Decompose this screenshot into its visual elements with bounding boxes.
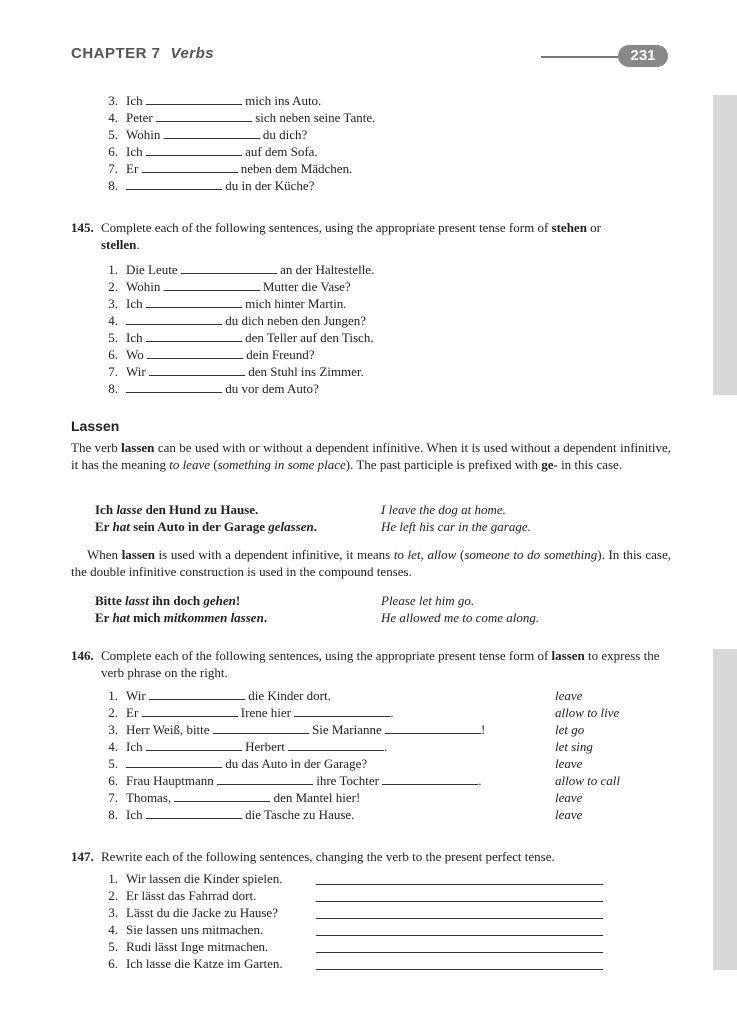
item-number: 4.: [108, 922, 118, 937]
list-item: Ich lasse die Katze im Garten.: [126, 956, 283, 971]
answer-blank[interactable]: [126, 381, 222, 393]
exercise-number: 146.: [71, 648, 94, 663]
item-number: 3.: [108, 93, 118, 108]
answer-blank[interactable]: [126, 313, 222, 325]
instruction-text: Rewrite each of the following sentences, changing the verb to the present perfect tense.: [101, 849, 555, 864]
answer-blank[interactable]: [149, 688, 245, 700]
exercise-146-instructions: [71, 647, 671, 681]
item-text: Thomas,: [126, 790, 172, 805]
answer-line[interactable]: [316, 935, 603, 936]
keyword: lassen: [551, 648, 585, 663]
item-number: 5.: [108, 939, 118, 954]
list-item: [126, 790, 360, 806]
item-number: 4.: [108, 110, 118, 125]
answer-blank[interactable]: [217, 773, 313, 785]
answer-line[interactable]: [316, 952, 603, 953]
item-text: Wo: [126, 347, 144, 362]
item-text: sich neben seine Tante.: [255, 110, 376, 125]
item-number: 1.: [108, 688, 118, 703]
item-number: 6.: [108, 347, 118, 362]
answer-blank[interactable]: [213, 722, 309, 734]
list-item: [126, 127, 307, 143]
item-text: Wir: [126, 364, 146, 379]
verb-hint: leave: [555, 790, 583, 805]
answer-line[interactable]: [316, 901, 603, 902]
answer-blank[interactable]: [294, 705, 390, 717]
item-number: 7.: [108, 364, 118, 379]
item-text: .: [478, 773, 482, 788]
item-number: 6.: [108, 144, 118, 159]
item-number: 1.: [108, 262, 118, 277]
list-item: [126, 110, 375, 126]
answer-blank[interactable]: [385, 722, 481, 734]
example-english: I leave the dog at home.: [381, 502, 506, 517]
item-text: den Teller auf den Tisch.: [245, 330, 374, 345]
item-number: 4.: [108, 313, 118, 328]
chapter-label: CHAPTER 7: [71, 45, 161, 62]
item-number: 3.: [108, 722, 118, 737]
item-text: den Stuhl ins Zimmer.: [248, 364, 364, 379]
item-text: Ich: [126, 330, 143, 345]
list-item: [126, 330, 374, 346]
answer-blank[interactable]: [164, 127, 260, 139]
margin-tab: [713, 95, 737, 395]
item-text: du in der Küche?: [225, 178, 315, 193]
answer-blank[interactable]: [146, 144, 242, 156]
item-text: Wohin: [126, 279, 161, 294]
answer-blank[interactable]: [181, 262, 277, 274]
list-item: [126, 313, 366, 329]
item-text: Irene hier: [240, 705, 291, 720]
answer-blank[interactable]: [149, 364, 245, 376]
list-item: [126, 262, 374, 278]
item-text: Er: [126, 705, 139, 720]
list-item: [126, 756, 367, 772]
list-item: [126, 688, 331, 704]
item-text: auf dem Sofa.: [245, 144, 318, 159]
item-number: 2.: [108, 888, 118, 903]
keyword: stehen: [551, 220, 587, 235]
item-text: Ich: [126, 807, 143, 822]
list-item: [126, 144, 318, 160]
exercise-number: 145.: [71, 220, 94, 235]
answer-blank[interactable]: [288, 739, 384, 751]
instruction-text: Complete each of the following sentences, using the appropriate present tense form of: [101, 220, 552, 235]
item-text: die Tasche zu Hause.: [245, 807, 355, 822]
example-german: Bitte lasst ihn doch gehen!: [95, 593, 241, 608]
item-text: !: [480, 722, 486, 737]
section-heading: Lassen: [71, 418, 120, 434]
item-number: 2.: [108, 705, 118, 720]
list-item: [126, 279, 351, 295]
answer-line[interactable]: [316, 969, 603, 970]
chapter-subject: Verbs: [170, 45, 215, 62]
answer-blank[interactable]: [146, 93, 242, 105]
item-text: du das Auto in der Garage?: [225, 756, 368, 771]
item-text: die Kinder dort.: [248, 688, 331, 703]
answer-blank[interactable]: [382, 773, 478, 785]
item-number: 6.: [108, 773, 118, 788]
item-number: 2.: [108, 279, 118, 294]
item-text: Er: [126, 161, 139, 176]
instruction-text: Complete each of the following sentences, using the appropriate present tense form of: [101, 648, 552, 663]
item-number: 7.: [108, 161, 118, 176]
item-number: 3.: [108, 905, 118, 920]
example-english: He allowed me to come along.: [381, 610, 540, 625]
list-item: [126, 296, 347, 312]
item-text: mich hinter Martin.: [245, 296, 347, 311]
item-number: 1.: [108, 871, 118, 886]
list-item: Rudi lässt Inge mitmachen.: [126, 939, 269, 954]
verb-hint: leave: [555, 688, 583, 703]
item-text: Ich: [126, 93, 143, 108]
item-number: 5.: [108, 330, 118, 345]
page-number: 231: [618, 45, 668, 67]
item-text: Sie Marianne: [312, 722, 382, 737]
list-item: [126, 161, 352, 177]
item-text: Ich: [126, 739, 143, 754]
item-text: du dich neben den Jungen?: [225, 313, 367, 328]
answer-blank[interactable]: [126, 178, 222, 190]
answer-blank[interactable]: [142, 705, 238, 717]
answer-blank[interactable]: [164, 279, 260, 291]
verb-hint: leave: [555, 807, 583, 822]
answer-blank[interactable]: [146, 807, 242, 819]
list-item: [126, 773, 481, 789]
item-text: .: [390, 705, 394, 720]
item-text: mich ins Auto.: [245, 93, 322, 108]
example-german: Er hat sein Auto in der Garage gelassen.: [95, 519, 317, 534]
item-text: dein Freund?: [246, 347, 315, 362]
list-item: Wir lassen die Kinder spielen.: [126, 871, 283, 886]
item-number: 4.: [108, 739, 118, 754]
answer-blank[interactable]: [146, 330, 242, 342]
verb-hint: leave: [555, 756, 583, 771]
answer-blank[interactable]: [156, 110, 252, 122]
verb-hint: allow to call: [555, 773, 620, 788]
item-text: den Mantel hier!: [273, 790, 361, 805]
list-item: Er lässt das Fahrrad dort.: [126, 888, 257, 903]
item-number: 6.: [108, 956, 118, 971]
list-item: [126, 347, 314, 363]
example-german: Ich lasse den Hund zu Hause.: [95, 502, 259, 517]
list-item: Lässt du die Jacke zu Hause?: [126, 905, 278, 920]
answer-blank[interactable]: [147, 347, 243, 359]
answer-blank[interactable]: [146, 296, 242, 308]
answer-blank[interactable]: [146, 739, 242, 751]
verb-hint: allow to live: [555, 705, 620, 720]
example-german: Er hat mich mitkommen lassen.: [95, 610, 268, 625]
item-text: du dich?: [262, 127, 308, 142]
item-text: Wohin: [126, 127, 161, 142]
list-item: [126, 178, 314, 194]
item-text: Ich: [126, 144, 143, 159]
lassen-paragraph-2: When lassen is used with a dependent infinitive, it means to let, allow (someone to do something). In this case, the double infinitive construction is used in the compound tenses.: [71, 547, 671, 579]
list-item: [126, 381, 319, 397]
item-number: 8.: [108, 178, 118, 193]
keyword: stellen: [101, 237, 137, 252]
item-number: 7.: [108, 790, 118, 805]
answer-blank[interactable]: [126, 756, 222, 768]
item-text: du vor dem Auto?: [225, 381, 319, 396]
item-number: 8.: [108, 381, 118, 396]
list-item: [126, 93, 321, 109]
item-text: Mutter die Vase?: [262, 279, 351, 294]
answer-blank[interactable]: [174, 790, 270, 802]
item-number: 5.: [108, 756, 118, 771]
item-number: 3.: [108, 296, 118, 311]
answer-line[interactable]: [316, 884, 603, 885]
list-item: [126, 705, 393, 721]
instruction-text: or: [586, 220, 602, 235]
example-english: Please let him go.: [381, 593, 475, 608]
exercise-number: 147.: [71, 849, 94, 864]
margin-tab: [713, 649, 737, 970]
item-text: Frau Hauptmann: [126, 773, 214, 788]
exercise-147-instructions: [71, 848, 671, 865]
item-text: Die Leute: [126, 262, 178, 277]
chapter-header: [71, 45, 214, 62]
verb-hint: let go: [555, 722, 585, 737]
lassen-paragraph-1: The verb lassen can be used with or without a dependent infinitive. When it is used without a dependent infinitive, it has the meaning to leave (something in some place). The past participle is prefixed with ge- in this case.: [71, 440, 671, 472]
list-item: [126, 722, 485, 738]
instruction-text: to express the verb phrase on the right.: [101, 648, 660, 680]
item-text: .: [384, 739, 388, 754]
item-text: an der Haltestelle.: [280, 262, 375, 277]
item-text: neben dem Mädchen.: [240, 161, 353, 176]
item-number: 8.: [108, 807, 118, 822]
item-text: Ich: [126, 296, 143, 311]
answer-blank[interactable]: [142, 161, 238, 173]
example-english: He left his car in the garage.: [381, 519, 531, 534]
exercise-145-instructions: [71, 219, 671, 253]
answer-line[interactable]: [316, 918, 603, 919]
list-item: [126, 364, 364, 380]
item-text: Herr Weiß, bitte: [126, 722, 210, 737]
item-text: Wir: [126, 688, 146, 703]
verb-hint: let sing: [555, 739, 593, 754]
list-item: [126, 807, 354, 823]
instruction-text: .: [136, 237, 140, 252]
item-text: Herbert: [245, 739, 285, 754]
list-item: [126, 739, 387, 755]
item-number: 5.: [108, 127, 118, 142]
list-item: Sie lassen uns mitmachen.: [126, 922, 264, 937]
item-text: Peter: [126, 110, 153, 125]
item-text: ihre Tochter: [316, 773, 379, 788]
